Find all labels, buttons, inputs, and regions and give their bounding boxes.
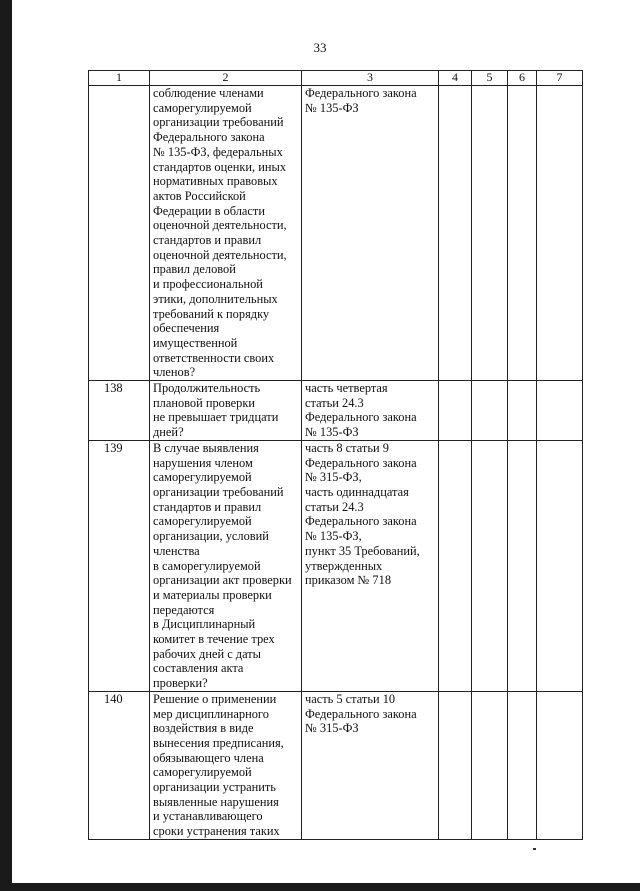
answer-cell-5 bbox=[472, 381, 508, 441]
page-number: 33 bbox=[313, 40, 327, 55]
requirement-cell: Решение о применении мер дисциплинарного воздействия в виде вынесения предписания, обязывающего члена саморегулируемой организации устранить выявленные нарушения и устанавливающего сроки устранения таких bbox=[150, 691, 302, 839]
table-row bbox=[89, 691, 583, 839]
requirement-cell: соблюдение членами саморегулируемой организации требований Федерального закона № 135-ФЗ, федеральных стандартов оценки, иных нормативных правовых актов Российской Федерации в области оценочной деятельности, стандартов и правил оценочной деятельности, правил деловой и профессиональной этики, дополнительных требований к порядку обеспечения имущественной ответственности своих членов? bbox=[150, 86, 302, 381]
answer-cell-7 bbox=[537, 440, 583, 691]
row-number: 140 bbox=[89, 691, 150, 839]
col-header-3: 3 bbox=[302, 71, 439, 86]
row-number: 139 bbox=[89, 440, 150, 691]
reference-cell: Федерального закона № 135-ФЗ bbox=[302, 86, 439, 381]
table-row bbox=[89, 86, 583, 381]
answer-cell-5 bbox=[472, 440, 508, 691]
answer-cell-7 bbox=[537, 381, 583, 441]
col-header-1: 1 bbox=[89, 71, 150, 86]
scan-speck bbox=[533, 848, 536, 850]
row-number: 138 bbox=[89, 381, 150, 441]
answer-cell-7 bbox=[537, 691, 583, 839]
answer-cell-4 bbox=[439, 440, 472, 691]
col-header-6: 6 bbox=[508, 71, 537, 86]
table-row bbox=[89, 440, 583, 691]
answer-cell-5 bbox=[472, 86, 508, 381]
col-header-4: 4 bbox=[439, 71, 472, 86]
reference-cell: часть четвертая статьи 24.3 Федерального закона № 135-ФЗ bbox=[302, 381, 439, 441]
checklist-table bbox=[88, 70, 583, 840]
answer-cell-6 bbox=[508, 381, 537, 441]
scan-bottom-edge bbox=[0, 883, 640, 891]
reference-cell: часть 5 статьи 10 Федерального закона № 315-ФЗ bbox=[302, 691, 439, 839]
col-header-7: 7 bbox=[537, 71, 583, 86]
requirement-cell: В случае выявления нарушения членом саморегулируемой организации требований стандартов и правил саморегулируемой организации, условий членства в саморегулируемой организации акт проверки и материалы проверки передаются в Дисциплинарный комитет в течение трех рабочих дней с даты составления акта проверки? bbox=[150, 440, 302, 691]
scan-left-edge bbox=[0, 0, 12, 891]
row-number bbox=[89, 86, 150, 381]
answer-cell-4 bbox=[439, 381, 472, 441]
header-row bbox=[89, 71, 583, 86]
answer-cell-6 bbox=[508, 691, 537, 839]
answer-cell-4 bbox=[439, 691, 472, 839]
answer-cell-4 bbox=[439, 86, 472, 381]
answer-cell-6 bbox=[508, 86, 537, 381]
table-row bbox=[89, 381, 583, 441]
answer-cell-5 bbox=[472, 691, 508, 839]
answer-cell-7 bbox=[537, 86, 583, 381]
col-header-5: 5 bbox=[472, 71, 508, 86]
reference-cell: часть 8 статьи 9 Федерального закона № 315-ФЗ, часть одиннадцатая статьи 24.3 Федерального закона № 135-ФЗ, пункт 35 Требований, утвержденных приказом № 718 bbox=[302, 440, 439, 691]
answer-cell-6 bbox=[508, 440, 537, 691]
col-header-2: 2 bbox=[150, 71, 302, 86]
requirement-cell: Продолжительность плановой проверки не превышает тридцати дней? bbox=[150, 381, 302, 441]
